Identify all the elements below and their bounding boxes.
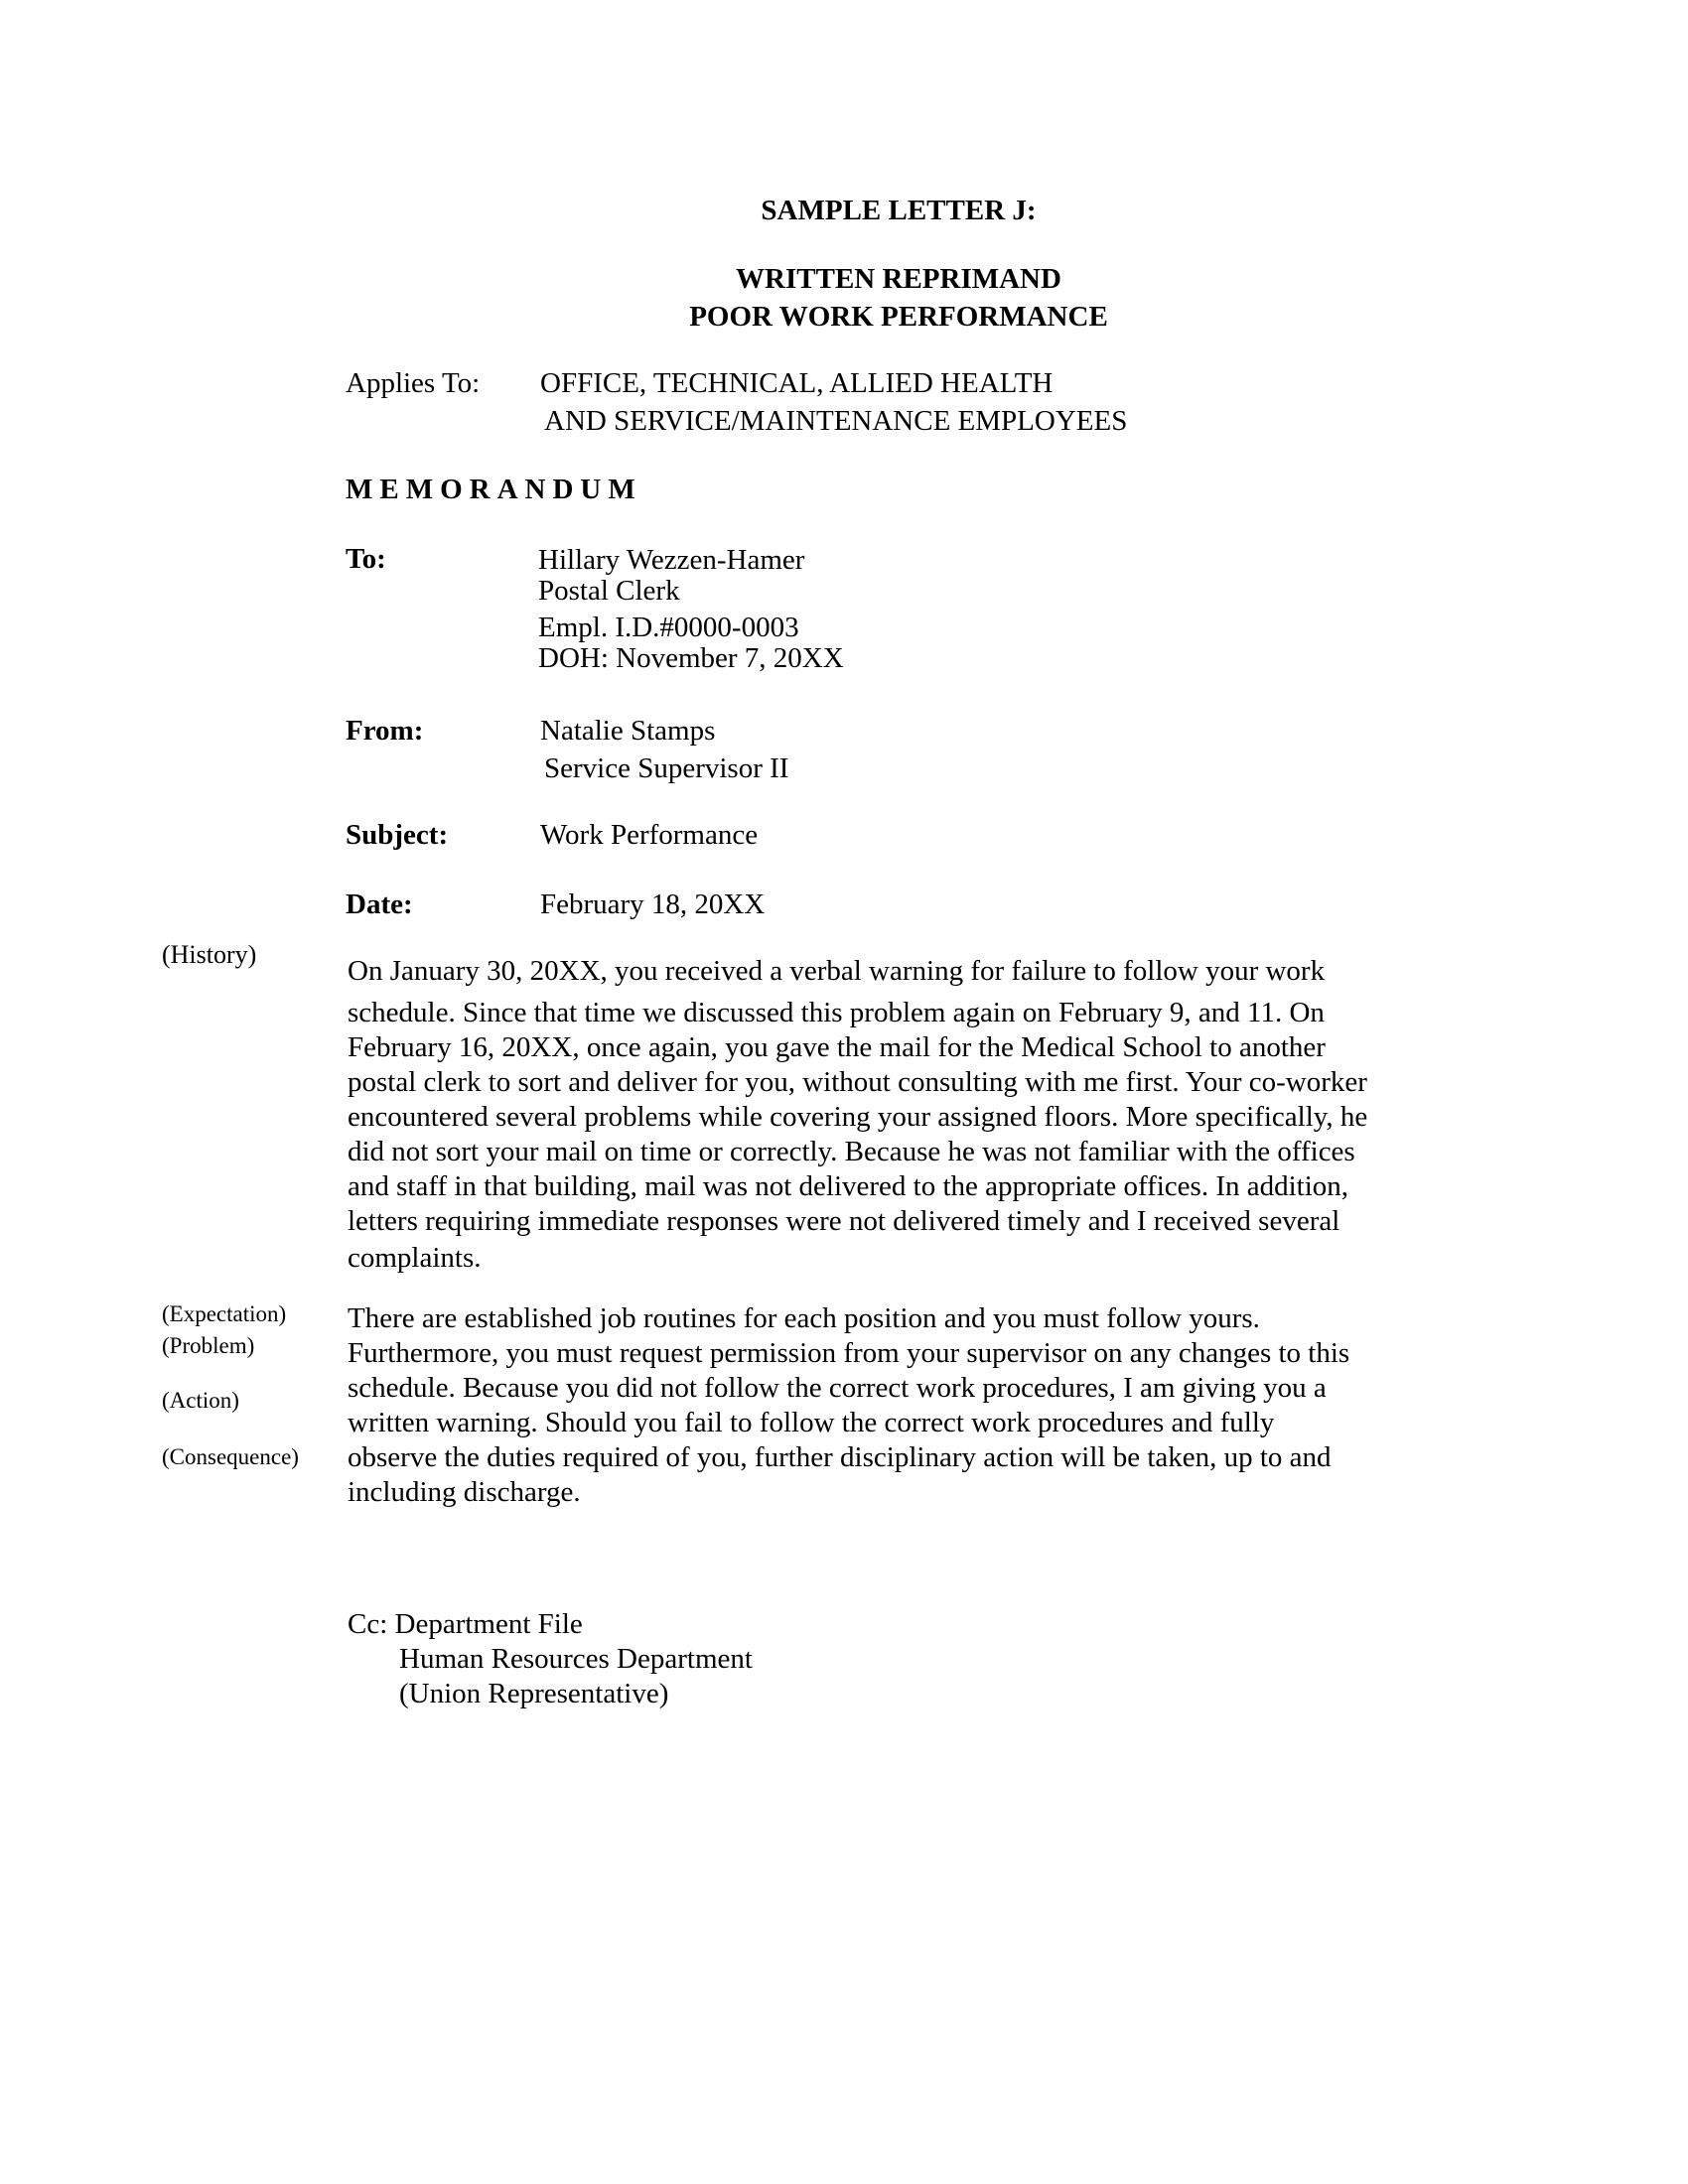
margin-note-problem: (Problem) [162,1333,255,1358]
margin-note-history: (History) [162,940,257,969]
sample-label: SAMPLE LETTER J: [761,195,1037,226]
date-label: Date: [346,888,413,920]
paragraph-line: written warning. Should you fail to follow the correct work procedures and fully [348,1407,1275,1438]
cc-line-2: Human Resources Department [399,1643,753,1675]
paragraph-line: postal clerk to sort and deliver for you, without consulting with me first. Your co-worker [348,1066,1367,1098]
memorandum-heading: MEMORANDUM [346,474,642,505]
applies-to-label: Applies To: [346,367,481,399]
paragraph-line: encountered several problems while covering your assigned floors. More specifically, he [348,1101,1368,1133]
paragraph-line: schedule. Since that time we discussed this problem again on February 9, and 11. On [348,997,1325,1028]
paragraph-line: observe the duties required of you, further disciplinary action will be taken, up to and [348,1441,1332,1473]
cc-line-1: Cc: Department File [348,1608,583,1640]
to-name: Hillary Wezzen-Hamer [538,544,805,576]
paragraph-line: On January 30, 20XX, you received a verbal warning for failure to follow your work [348,955,1326,987]
to-empl-id: Empl. I.D.#0000-0003 [538,612,799,643]
paragraph-line: schedule. Because you did not follow the correct work procedures, I am giving you a [348,1372,1327,1404]
date-value: February 18, 20XX [540,888,766,920]
from-label: From: [346,715,424,747]
paragraph-line: including discharge. [348,1476,581,1508]
applies-to-line-2: AND SERVICE/MAINTENANCE EMPLOYEES [544,405,1128,437]
paragraph-line: There are established job routines for each position and you must follow yours. [348,1302,1260,1334]
margin-note-expectation: (Expectation) [162,1301,287,1326]
paragraph-line: letters requiring immediate responses were not delivered timely and I received several [348,1205,1340,1237]
title-line-2: POOR WORK PERFORMANCE [689,301,1108,333]
margin-note-consequence: (Consequence) [162,1444,299,1469]
to-doh: DOH: November 7, 20XX [538,642,844,674]
paragraph-line: and staff in that building, mail was not delivered to the appropriate offices. In addition, [348,1170,1349,1202]
paragraph-line: Furthermore, you must request permission from your supervisor on any changes to this [348,1337,1350,1369]
applies-to-line-1: OFFICE, TECHNICAL, ALLIED HEALTH [540,367,1054,399]
to-label: To: [346,543,386,575]
subject-value: Work Performance [540,819,759,851]
to-title: Postal Clerk [538,575,680,607]
paragraph-line: February 16, 20XX, once again, you gave the mail for the Medical School to another [348,1031,1326,1063]
margin-note-action: (Action) [162,1388,239,1413]
subject-label: Subject: [346,819,449,851]
cc-line-3: (Union Representative) [399,1678,669,1709]
title-line-1: WRITTEN REPRIMAND [736,263,1061,295]
from-title: Service Supervisor II [544,752,789,784]
paragraph-line: did not sort your mail on time or correctly. Because he was not familiar with the offices [348,1136,1355,1167]
paragraph-line: complaints. [348,1242,482,1274]
from-name: Natalie Stamps [540,715,716,747]
